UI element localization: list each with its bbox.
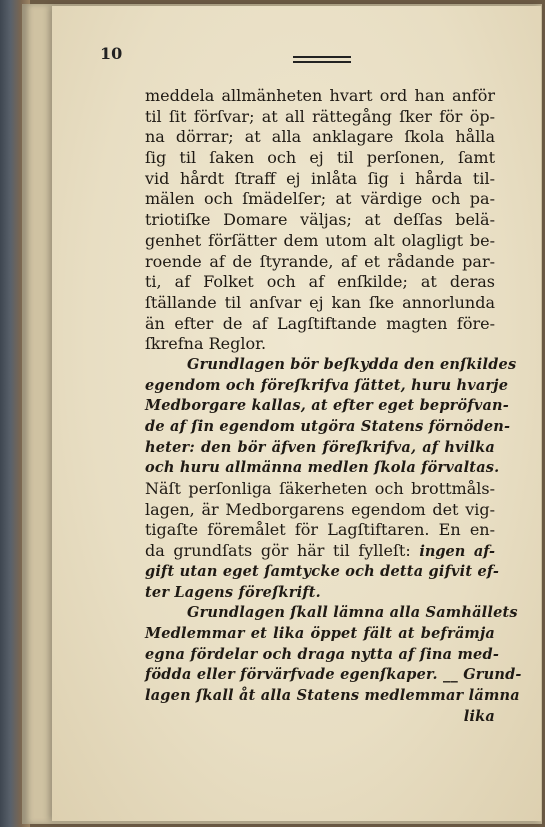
text-line: tigaſte föremålet för Lagſtiftaren. En en-	[145, 520, 495, 540]
text-line: de af ſin egendom utgöra Statens förnöden-	[145, 418, 511, 435]
body-text	[145, 86, 522, 727]
text-line: lagen, är Medborgarens egendom det vig-	[145, 499, 495, 519]
text-line: genhet förſätter dem utom alt olagligt be-	[145, 230, 495, 250]
text-line: ter Lagens föreſkrift.	[145, 583, 321, 601]
text-line: lagen ſkall åt alla Statens medlemmar lämna	[145, 686, 520, 704]
text-line: ſtällande til anſvar ej kan ſke annorlunda	[145, 292, 495, 312]
header-rule	[293, 61, 351, 63]
text-line: egendom och föreſkrifva ſättet, huru hvarje	[145, 376, 509, 394]
text-line: födda eller förvärfvade egenſkaper. __ Grund-	[145, 666, 522, 684]
text-line: meddela allmänheten hvart ord han anför	[145, 86, 495, 105]
text-line: ti, af Folket och af enſkilde; at deras	[145, 272, 495, 292]
text-line: ſig til ſaken och ej til perſonen, ſamt	[145, 148, 495, 168]
text-line: Medlemmar et lika öppet fält at befrämja	[145, 624, 495, 642]
text-line: triotiſke Domare väljas; at deſſas belä-	[145, 210, 495, 230]
text-line: än efter de af Lagſtiftande magten före-	[145, 313, 495, 333]
text-line	[145, 541, 495, 562]
text-line: vid hårdt ſtraff ej inlåta ſig i hårda til-	[145, 168, 495, 188]
header-rule	[293, 56, 351, 58]
text-line: ſkrefna Reglor.	[145, 334, 267, 354]
text-line: Medborgare kallas, at efter eget bepröfvan-	[145, 397, 510, 415]
text-line: heter: den bör äfven föreſkrifva, af hvilka	[145, 438, 495, 456]
text-line: Näſt perſonliga ſäkerheten och brottmåls-	[145, 479, 495, 499]
text-line: Grundlagen bör beſkydda den enſkildes	[187, 355, 517, 373]
text-line: egna fördelar och draga nytta af ſina med-	[145, 645, 500, 663]
text-segment-italic: ingen af-	[419, 543, 496, 561]
text-line: och huru allmänna medlen ſkola förvaltas.	[145, 459, 500, 477]
text-segment: da grundſats gör här til fylleſt:	[145, 541, 420, 561]
text-line: na dörrar; at alla anklagare ſkola hålla	[145, 127, 495, 147]
text-line: gift utan eget ſamtycke och detta gifvit ef-	[145, 562, 500, 580]
text-line: til ſit förſvar; at all rättegång ſker för öp-	[145, 106, 495, 126]
text-line: roende af de ſtyrande, af et rådande par-	[145, 251, 495, 271]
page-number: 10	[100, 44, 123, 63]
text-line: lika	[463, 707, 495, 725]
text-line: mälen och ſmädelſer; at värdige och pa-	[145, 189, 495, 209]
text-line: Grundlagen ſkall lämna alla Samhällets	[187, 604, 518, 622]
